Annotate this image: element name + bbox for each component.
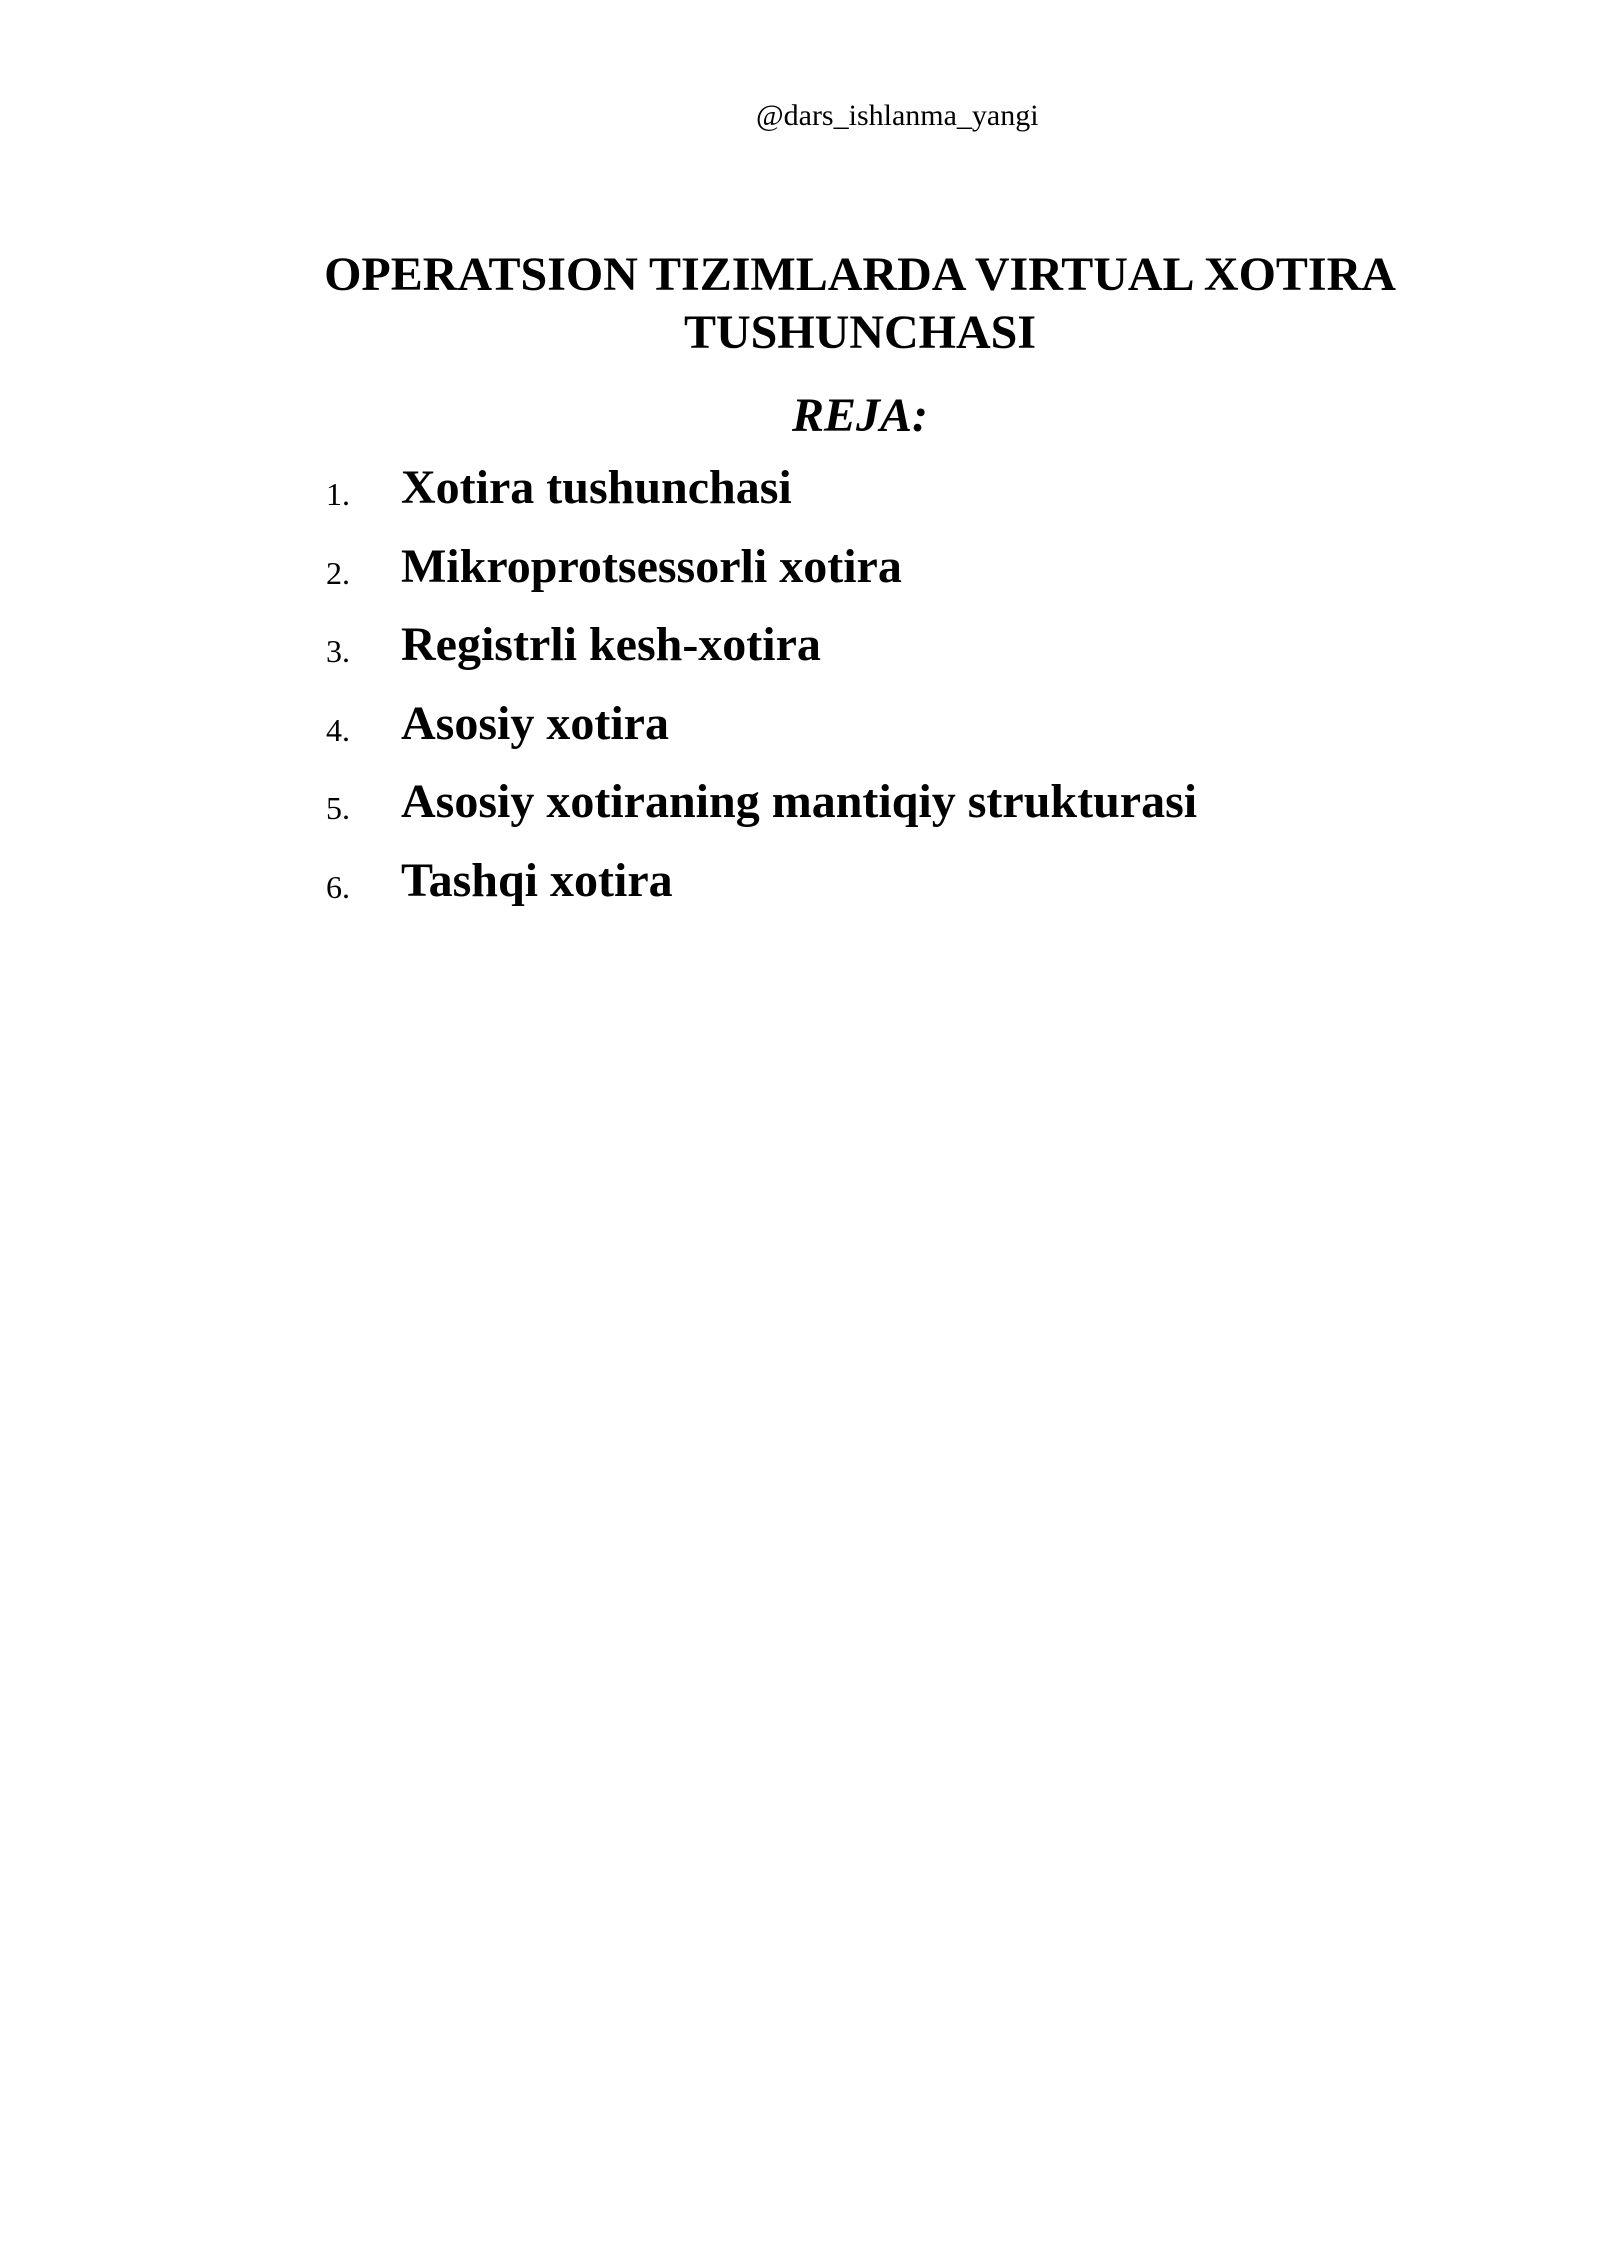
plan-heading: REJA:	[791, 389, 929, 442]
plan-item-text: Tashqi xotira	[401, 853, 673, 907]
plan-item-number: 1.	[326, 476, 350, 512]
plan-item-text: Xotira tushunchasi	[401, 461, 792, 514]
document-title: OPERATSION TIZIMLARDA VIRTUAL XOTIRA TUSHUNCHASI	[324, 248, 1396, 359]
plan-item	[0, 537, 1600, 616]
plan-item-text: Asosiy xotira	[401, 696, 669, 750]
plan-item-number: 6.	[326, 868, 350, 905]
plan-item-number: 5.	[326, 790, 350, 826]
plan-item-text: Asosiy xotiraning mantiqiy strukturasi	[401, 775, 1198, 828]
plan-item-number: 3.	[326, 633, 350, 669]
plan-item	[0, 458, 1600, 537]
plan-item	[0, 851, 1600, 930]
plan-item	[0, 694, 1600, 773]
plan-item	[0, 615, 1600, 694]
plan-list	[0, 458, 1600, 929]
plan-item	[0, 772, 1600, 851]
plan-item-number: 4.	[326, 711, 350, 748]
header-handle: @dars_ishlanma_yangi	[756, 99, 1039, 132]
plan-item-number: 2.	[326, 554, 350, 591]
plan-item-text: Registrli kesh-xotira	[401, 618, 821, 671]
plan-item-text: Mikroprotsessorli xotira	[401, 539, 902, 593]
